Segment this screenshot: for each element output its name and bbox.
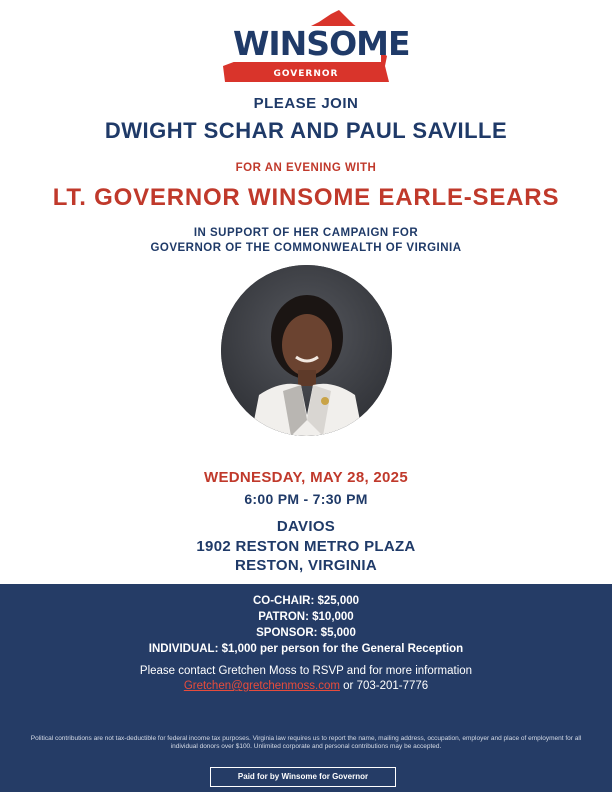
please-join: PLEASE JOIN [253, 95, 359, 112]
level-co-chair: CO-CHAIR: $25,000 [252, 595, 360, 607]
rsvp-email-link[interactable]: Gretchen@gretchenmoss.com [183, 680, 340, 692]
support-line-2: GOVERNOR OF THE COMMONWEALTH OF VIRGINIA [150, 242, 462, 254]
level-individual: INDIVIDUAL: $1,000 per person for the General Reception [148, 643, 464, 655]
event-time: 6:00 PM - 7:30 PM [244, 491, 368, 507]
candidate-portrait-icon [221, 265, 392, 436]
level-sponsor: SPONSOR: $5,000 [256, 627, 356, 639]
event-address-line-2: RESTON, VIRGINIA [234, 557, 378, 574]
event-address-line-1: 1902 RESTON METRO PLAZA [196, 538, 416, 555]
contribution-footer [0, 584, 612, 792]
rsvp-phone: or 703-201-7776 [339, 680, 429, 692]
evening-with: FOR AN EVENING WITH [235, 162, 377, 174]
logo-subtitle: GOVERNOR [273, 69, 339, 79]
honoree-name: LT. GOVERNOR WINSOME EARLE-SEARS [52, 184, 560, 211]
support-line-1: IN SUPPORT OF HER CAMPAIGN FOR [193, 227, 419, 239]
rsvp-contact-text: Please contact Gretchen Moss to RSVP and for more information [139, 665, 473, 677]
candidate-portrait [221, 265, 392, 436]
logo-name: WINSOME [233, 24, 410, 63]
level-patron: PATRON: $10,000 [258, 611, 354, 623]
paid-for-box: Paid for by Winsome for Governor [210, 767, 396, 787]
campaign-logo [221, 8, 410, 84]
rsvp-contact-details [0, 680, 612, 692]
event-date: WEDNESDAY, MAY 28, 2025 [204, 469, 408, 486]
event-venue: DAVIOS [276, 518, 336, 535]
hosts-line: DWIGHT SCHAR AND PAUL SAVILLE [104, 118, 508, 143]
legal-disclaimer: Political contributions are not tax-deductible for federal income tax purposes. Virginia law requires us to report the name, mailing address, occupation, employer and place of employment for all individual donors over $100. Unlimited corporate and personal contributions may be accepted. [30, 735, 582, 750]
